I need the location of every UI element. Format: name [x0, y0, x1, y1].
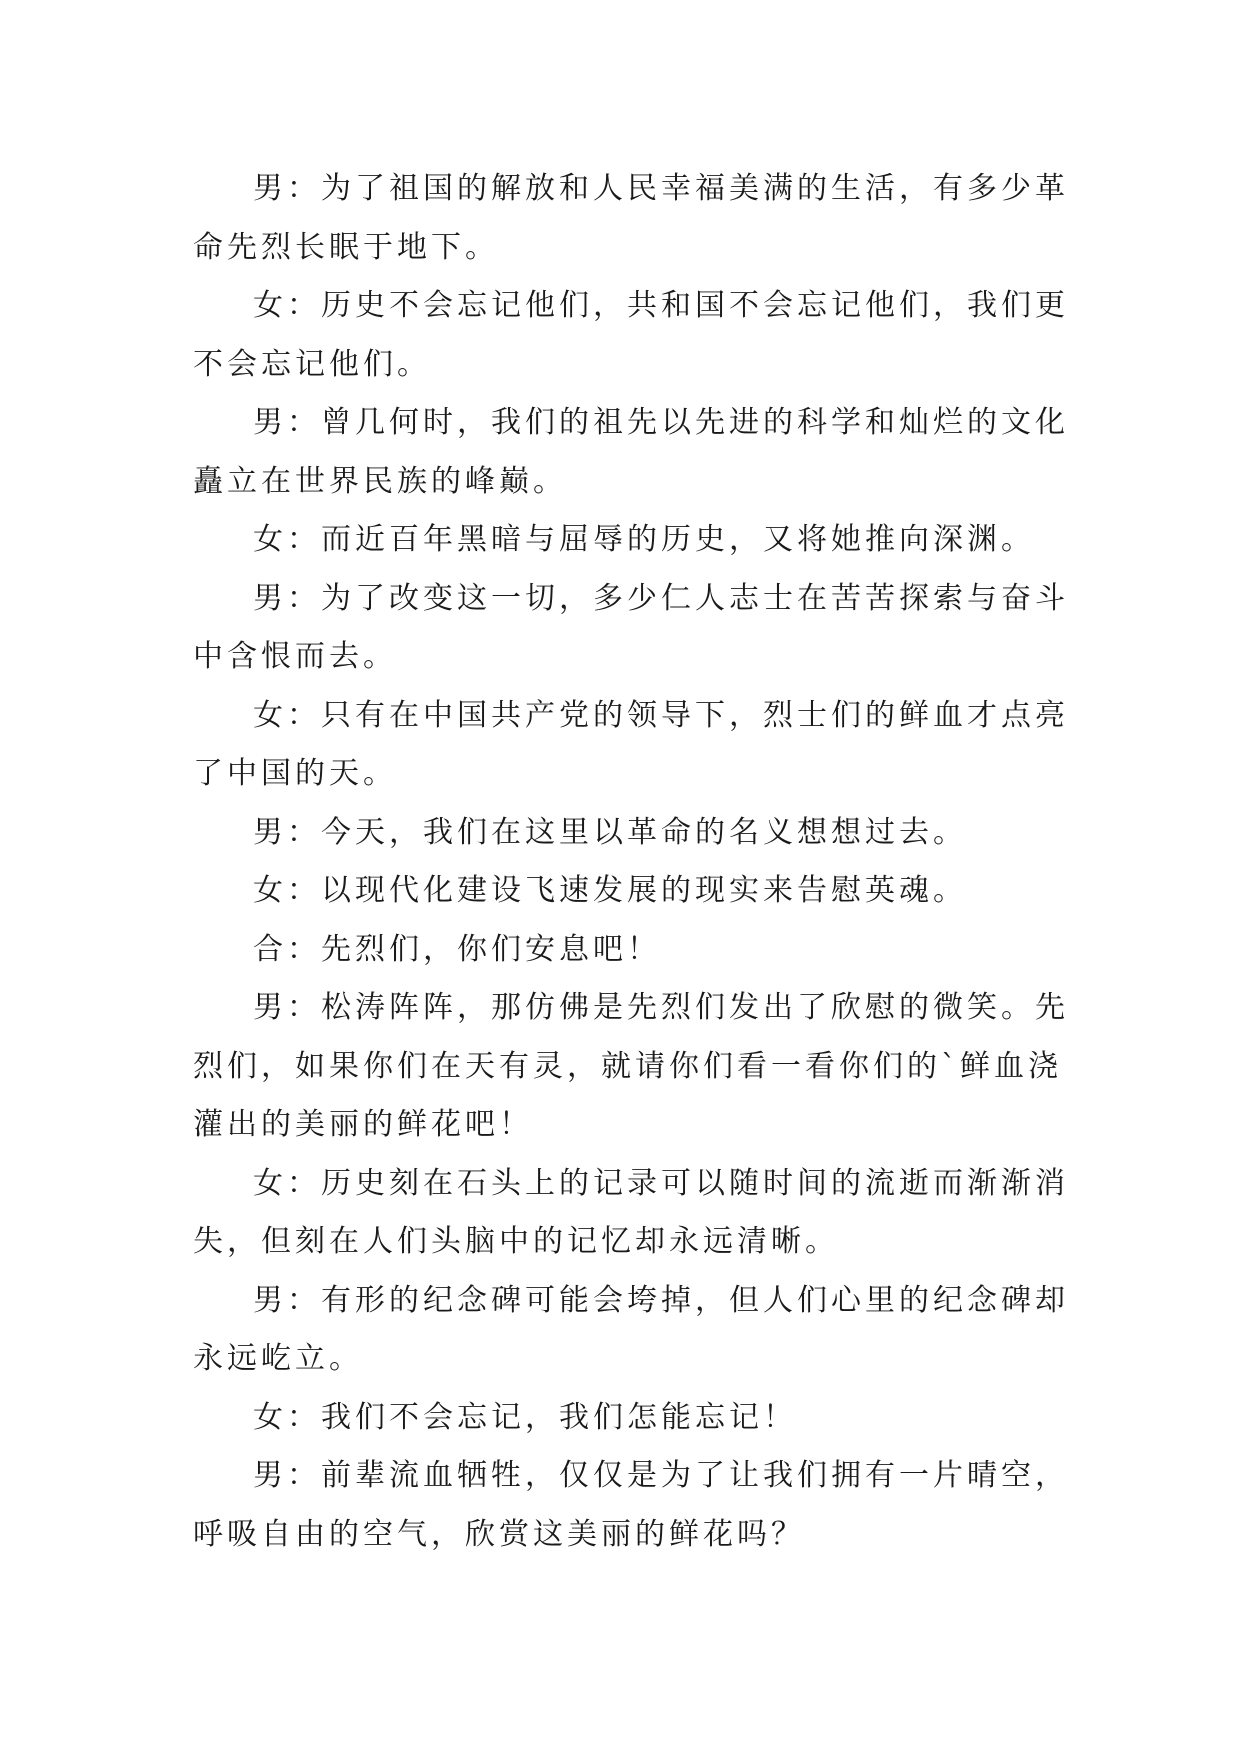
text-line: 男：为了改变这一切，多少仁人志士在苦苦探索与奋斗	[253, 580, 1069, 616]
text-line: 烈们，如果你们在天有灵，就请你们看一看你们的`鲜血浇	[193, 1048, 1062, 1084]
text-line: 失，但刻在人们头脑中的记忆却永远清晰。	[193, 1224, 839, 1259]
text-line: 女：历史刻在石头上的记录可以随时间的流逝而渐渐消	[253, 1165, 1069, 1201]
text-line: 不会忘记他们。	[193, 346, 431, 382]
paragraph	[193, 570, 1069, 687]
text-line: 男：今天，我们在这里以革命的名义想想过去。	[253, 814, 967, 850]
text-line: 命先烈长眠于地下。	[193, 229, 499, 265]
text-line: 灌出的美丽的鲜花吧！	[193, 1107, 533, 1142]
text-line: 男：松涛阵阵，那仿佛是先烈们发出了欣慰的微笑。先	[253, 990, 1069, 1025]
text-line: 合：先烈们，你们安息吧！	[253, 931, 661, 967]
text-line: 中含恨而去。	[193, 639, 397, 674]
paragraph	[193, 921, 1050, 980]
text-line: 女：历史不会忘记他们，共和国不会忘记他们，我们更	[253, 288, 1069, 323]
paragraph	[193, 862, 1050, 921]
document-body	[193, 160, 1069, 1564]
text-line: 永远屹立。	[193, 1341, 363, 1376]
text-line: 男：有形的纪念碑可能会垮掉，但人们心里的纪念碑却	[253, 1282, 1069, 1318]
paragraph	[193, 804, 1050, 863]
text-line: 男：为了祖国的解放和人民幸福美满的生活，有多少革	[253, 171, 1069, 206]
paragraph	[193, 1447, 1069, 1564]
paragraph	[193, 1389, 1050, 1448]
text-line: 女：只有在中国共产党的领导下，烈士们的鲜血才点亮	[253, 697, 1069, 733]
paragraph	[193, 1272, 1069, 1389]
text-line: 呼吸自由的空气，欣赏这美丽的鲜花吗？	[193, 1516, 805, 1552]
text-line: 男：前辈流血牺牲，仅仅是为了让我们拥有一片晴空，	[253, 1458, 1069, 1493]
text-line: 矗立在世界民族的峰巅。	[193, 463, 567, 499]
text-line: 女：而近百年黑暗与屈辱的历史，又将她推向深渊。	[253, 522, 1035, 557]
paragraph	[193, 394, 1069, 511]
paragraph	[193, 1155, 1069, 1272]
text-line: 男：曾几何时，我们的祖先以先进的科学和灿烂的文化	[253, 405, 1069, 440]
paragraph	[193, 160, 1069, 277]
text-line: 了中国的天。	[193, 756, 397, 791]
text-line: 女：以现代化建设飞速发展的现实来告慰英魂。	[253, 873, 967, 908]
paragraph	[193, 277, 1069, 394]
paragraph	[193, 979, 1069, 1155]
text-line: 女：我们不会忘记，我们怎能忘记！	[253, 1399, 797, 1435]
paragraph	[193, 687, 1069, 804]
paragraph	[193, 511, 1050, 570]
